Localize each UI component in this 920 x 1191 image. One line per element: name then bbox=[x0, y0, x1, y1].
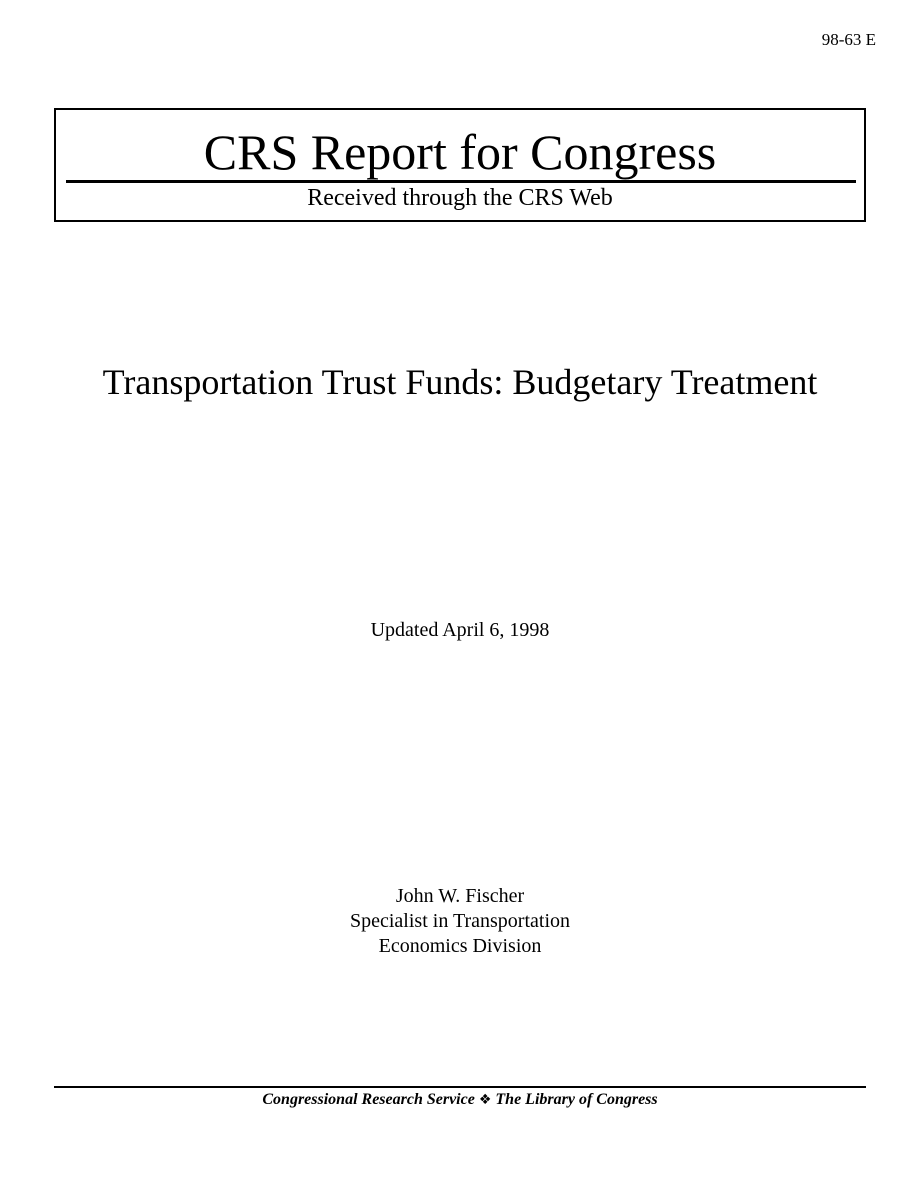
author-position: Specialist in Transportation bbox=[350, 910, 570, 932]
masthead-title: CRS Report for Congress bbox=[203, 124, 717, 180]
masthead-rule bbox=[66, 180, 856, 183]
report-number: 98-63 E bbox=[821, 30, 876, 49]
author-name: John W. Fischer bbox=[395, 885, 525, 907]
footer-library: The Library of Congress bbox=[495, 1091, 658, 1108]
author-division: Economics Division bbox=[378, 935, 542, 957]
masthead-box bbox=[54, 108, 866, 222]
footer-rule bbox=[54, 1086, 866, 1088]
document-title: Transportation Trust Funds: Budgetary Treatment bbox=[102, 362, 818, 402]
diamond-separator-icon: ❖ bbox=[478, 1092, 492, 1108]
author-block bbox=[0, 884, 920, 959]
footer bbox=[0, 1090, 920, 1110]
updated-date: Updated April 6, 1998 bbox=[370, 619, 550, 641]
masthead-subtitle: Received through the CRS Web bbox=[307, 185, 613, 211]
footer-crs: Congressional Research Service bbox=[262, 1091, 475, 1108]
